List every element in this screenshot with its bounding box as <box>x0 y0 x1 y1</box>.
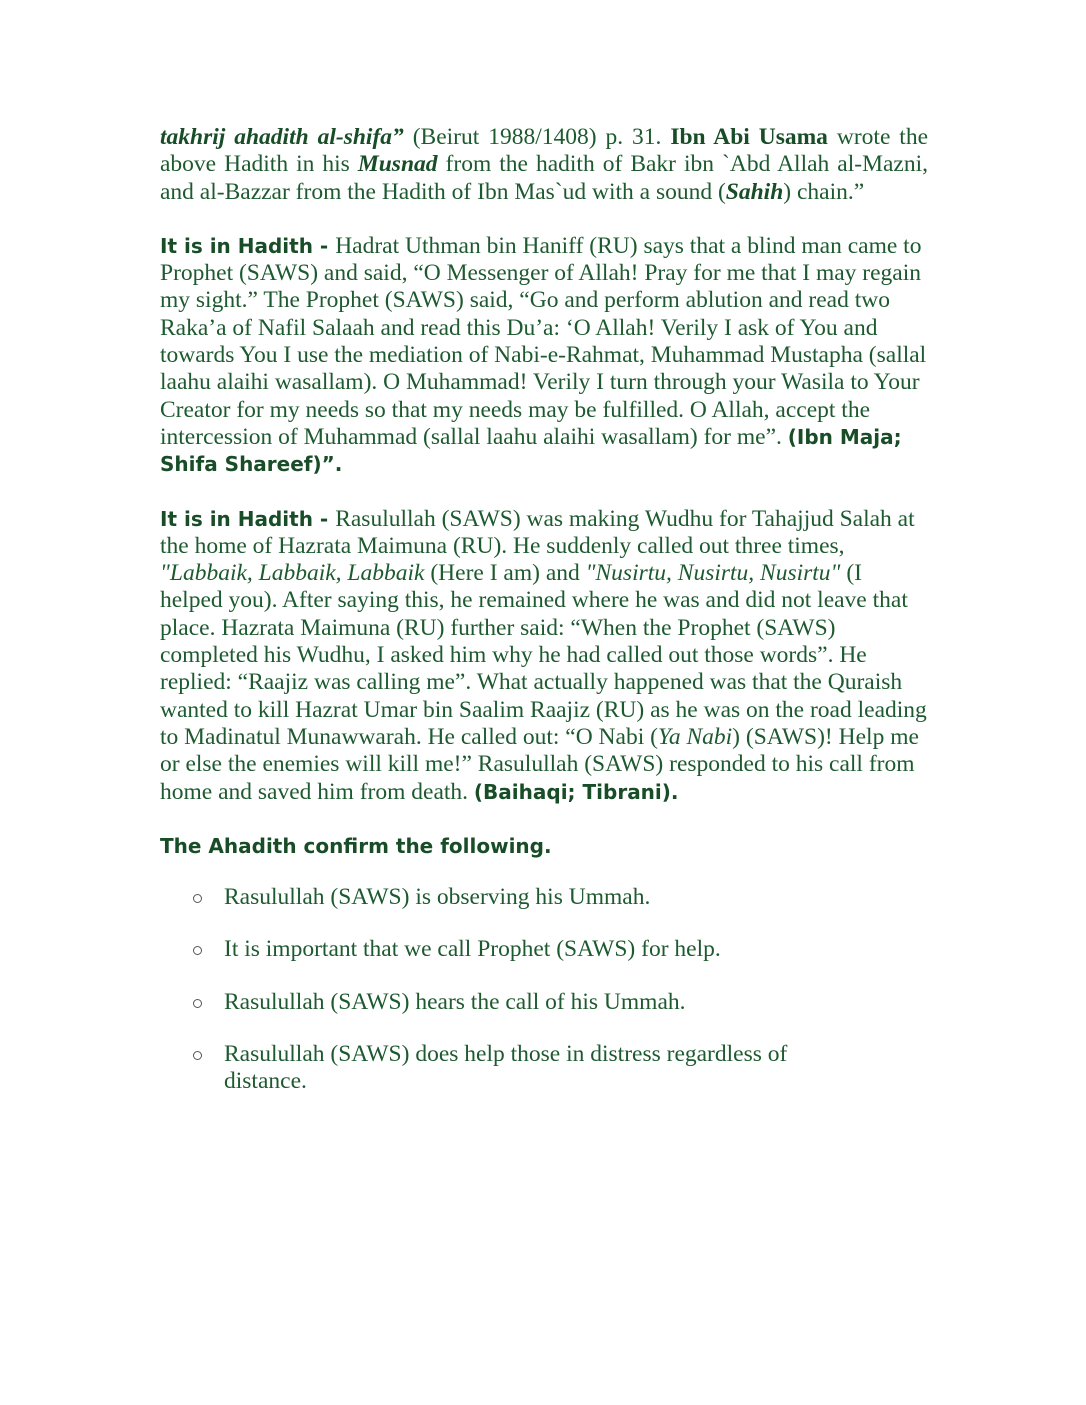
conclusions-list <box>160 884 928 1095</box>
sahih-term: Sahih <box>725 178 784 205</box>
spacer <box>160 860 928 884</box>
hollow-circle-bullet-icon <box>193 894 202 903</box>
hadith-lead-label: It is in Hadith - <box>160 506 336 531</box>
list-item: Rasulullah (SAWS) is observing his Ummah. <box>160 884 928 911</box>
spacer <box>160 479 928 506</box>
paragraph-hadith-blind-man: It is in Hadith - Hadrat Uthman bin Haniff (RU) says that a blind man came to Prophet (SAWS) and said, “O Messenger of Allah! Pray for me that I may regain my sight.” The Prophet (SAWS) said, “Go and perform ablution and read two Raka’a of Nafil Salaah and read this Du’a: ‘O Allah! Verily I ask of You and towards You I use the mediation of Nabi-e-Rahmat, Muhammad Mustapha (sallal laahu alaihi wasallam). O Muhammad! Verily I turn through your Wasila to Your Creator for my needs so that my needs may be fulfilled. O Allah, accept the intercession of Muhammad (sallal laahu alaihi wasallam) for me”. (Ibn Maja; Shifa Shareef)”. <box>160 232 927 477</box>
section-heading: The Ahadith confirm the following. <box>160 833 552 858</box>
hollow-circle-bullet-icon <box>193 999 202 1008</box>
hollow-circle-bullet-icon <box>193 946 202 955</box>
paragraph-citation: takhrij ahadith al-shifa” (Beirut 1988/1408) p. 31. Ibn Abi Usama wrote the above Hadith in his Musnad from the hadith of Bakr ibn `Abd Allah al-Mazni, and al-Bazzar from the Hadith of Ibn Mas`ud with a sound (Sahih) chain.” <box>160 124 929 205</box>
spacer <box>160 806 928 833</box>
hadith-source: (Ibn Maja; Shifa Shareef)”. <box>160 424 902 477</box>
book-title: takhrij ahadith al-shifa” <box>160 124 404 150</box>
hadith-source: (Baihaqi; Tibrani). <box>473 779 679 804</box>
document-page <box>160 124 928 1121</box>
author-name: Ibn Abi Usama <box>670 124 828 150</box>
hollow-circle-bullet-icon <box>193 1051 202 1060</box>
paragraph-hadith-raajiz: It is in Hadith - Rasulullah (SAWS) was making Wudhu for Tahajjud Salah at the home of Hazrata Maimuna (RU). He suddenly called out three times, "Labbaik, Labbaik, Labbaik (Here I am) and "Nusirtu, Nusirtu, Nusirtu" (I helped you). After saying this, he remained where he was and did not leave that place. Hazrata Maimuna (RU) further said: “When the Prophet (SAWS) completed his Wudhu, I asked him why he had called out those words”. He replied: “Raajiz was calling me”. What actually happened was that the Quraish wanted to kill Hazrat Umar bin Saalim Raajiz (RU) as he was on the road leading to Madinatul Munawwarah. He called out: “O Nabi (Ya Nabi) (SAWS)! Help me or else the enemies will kill me!” Rasulullah (SAWS) responded to his call from home and saved him from death. (Baihaqi; Tibrani). <box>160 505 927 805</box>
hadith-lead-label: It is in Hadith - <box>160 233 336 258</box>
list-item: Rasulullah (SAWS) does help those in distress regardless of distance. <box>160 1041 928 1096</box>
list-item: Rasulullah (SAWS) hears the call of his Ummah. <box>160 989 928 1016</box>
musnad-term: Musnad <box>357 151 438 178</box>
list-item: It is important that we call Prophet (SAWS) for help. <box>160 936 928 963</box>
spacer <box>160 206 928 233</box>
